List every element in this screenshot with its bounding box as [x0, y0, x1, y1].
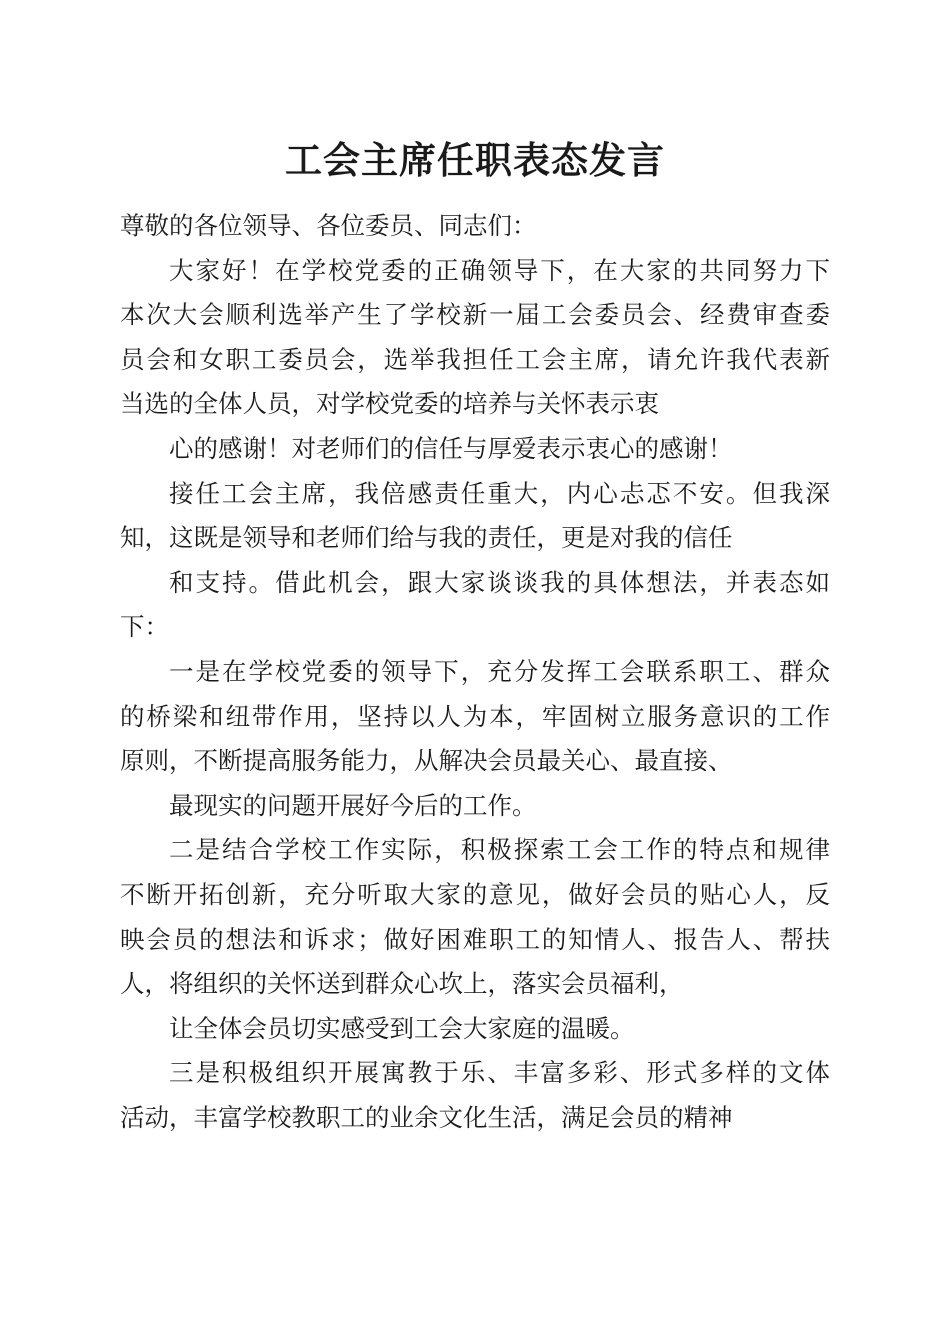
text-line: 人，将组织的关怀送到群众心坎上，落实会员福利， [120, 969, 684, 999]
text-line: 员会和女职工委员会，选举我担任工会主席，请允许我代表新 [120, 344, 830, 374]
text-line: 二是结合学校工作实际，积极探索工会工作的特点和规律 [169, 835, 830, 865]
text-line: 和支持。借此机会，跟大家谈谈我的具体想法，并表态如 [169, 567, 830, 597]
text-line: 本次大会顺利选举产生了学校新一届工会委员会、经费审查委 [120, 300, 830, 330]
text-line: 三是积极组织开展寓教于乐、丰富多彩、形式多样的文体 [169, 1058, 830, 1088]
text-line: 映会员的想法和诉求；做好困难职工的知情人、报告人、帮扶 [120, 924, 830, 954]
text-line: 接任工会主席，我倍感责任重大，内心忐忑不安。但我深 [169, 478, 830, 508]
text-line: 原则，不断提高服务能力，从解决会员最关心、最直接、 [120, 746, 733, 776]
text-line: 知，这既是领导和老师们给与我的责任，更是对我的信任 [120, 523, 733, 553]
document-body [120, 204, 830, 1140]
text-line: 大家好！在学校党委的正确领导下，在大家的共同努力下 [169, 255, 830, 285]
text-line: 当选的全体人员，对学校党委的培养与关怀表示衷 [120, 389, 659, 419]
text-line: 下： [120, 612, 169, 642]
text-line: 不断开拓创新，充分听取大家的意见，做好会员的贴心人，反 [120, 879, 830, 909]
document-title: 工会主席任职表态发言 [285, 138, 665, 182]
text-line: 心的感谢！对老师们的信任与厚爱表示衷心的感谢！ [169, 433, 733, 463]
text-line: 最现实的问题开展好今后的工作。 [169, 790, 537, 820]
text-line: 让全体会员切实感受到工会大家庭的温暖。 [169, 1013, 635, 1043]
text-line: 活动，丰富学校教职工的业余文化生活，满足会员的精神 [120, 1102, 733, 1132]
text-line: 一是在学校党委的领导下，充分发挥工会联系职工、群众 [169, 656, 830, 686]
salutation-line: 尊敬的各位领导、各位委员、同志们： [120, 211, 537, 240]
text-line: 的桥梁和纽带作用，坚持以人为本，牢固树立服务意识的工作 [120, 701, 830, 731]
